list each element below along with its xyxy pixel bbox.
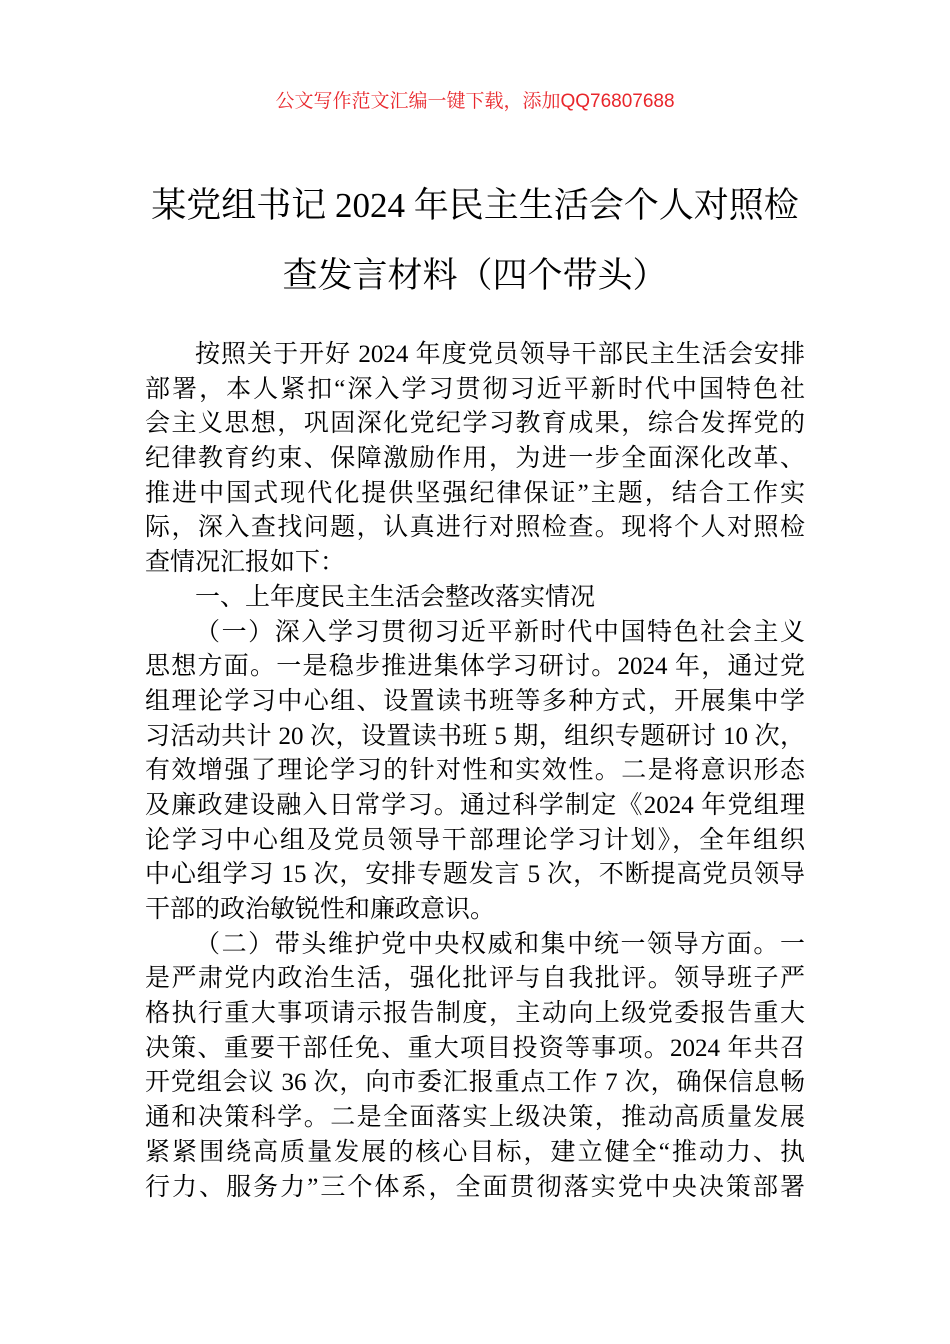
paragraph-line: 论学习中心组及党员领导干部理论学习计划》，全年组织 [145,826,805,854]
paragraph-line: 决策、重要干部任免、重大项目投资等事项。2024 年共召 [145,1034,805,1062]
paragraph-line: 纪律教育约束、保障激励作用，为进一步全面深化改革、 [145,445,805,473]
document-title-line-1: 某党组书记 2024 年民主生活会个人对照检 [151,186,799,225]
paragraph-line: 思想方面。一是稳步推进集体学习研讨。2024 年，通过党 [145,653,805,681]
paragraph-line: （二）带头维护党中央权威和集中统一领导方面。一 [195,930,805,958]
paragraph-line: （一）深入学习贯彻习近平新时代中国特色社会主义 [195,618,805,646]
paragraph-line: 按照关于开好 2024 年度党员领导干部民主生活会安排 [195,341,805,368]
paragraph-line: 际，深入查找问题，认真进行对照检查。现将个人对照检 [145,514,805,542]
paragraph-line: 紧紧围绕高质量发展的核心目标，建立健全“推动力、执 [145,1138,805,1166]
paragraph-line: 行力、服务力”三个体系，全面贯彻落实党中央决策部署 [145,1173,805,1201]
paragraph-line: 组理论学习中心组、设置读书班等多种方式，开展集中学 [145,687,805,715]
paragraph-line: 通和决策科学。二是全面落实上级决策，推动高质量发展 [145,1104,805,1132]
document-body [145,338,805,1205]
paragraph-line: 部署，本人紧扣“深入学习贯彻习近平新时代中国特色社 [145,375,805,403]
paragraph-line: 习活动共计 20 次，设置读书班 5 期，组织专题研讨 10 次， [145,722,805,750]
paragraph-line: 查情况汇报如下： [145,549,346,577]
paragraph-line: 及廉政建设融入日常学习。通过科学制定《2024 年党组理 [145,791,805,819]
paragraph-line: 推进中国式现代化提供坚强纪律保证”主题，结合工作实 [145,479,805,507]
paragraph [145,928,805,1206]
paragraph-line: 一、上年度民主生活会整改落实情况 [195,583,596,611]
paragraph-line: 有效增强了理论学习的针对性和实效性。二是将意识形态 [145,757,805,785]
paragraph [145,616,805,928]
paragraph-line: 格执行重大事项请示报告制度，主动向上级党委报告重大 [145,1000,805,1028]
paragraph [145,338,805,581]
paragraph-line: 开党组会议 36 次，向市委汇报重点工作 7 次，确保信息畅 [145,1069,805,1097]
paragraph-line: 干部的政治敏锐性和廉政意识。 [145,896,496,923]
document-title-line-2: 查发言材料（四个带头） [282,256,668,295]
paragraph-line: 中心组学习 15 次，安排专题发言 5 次，不断提高党员领导 [145,861,805,889]
paragraph-line: 是严肃党内政治生活，强化批评与自我批评。领导班子严 [145,965,805,993]
paragraph [145,581,805,616]
watermark-download-notice: 公文写作范文汇编一键下载，添加QQ76807688 [275,91,675,112]
paragraph-line: 会主义思想，巩固深化党纪学习教育成果，综合发挥党的 [145,410,805,438]
